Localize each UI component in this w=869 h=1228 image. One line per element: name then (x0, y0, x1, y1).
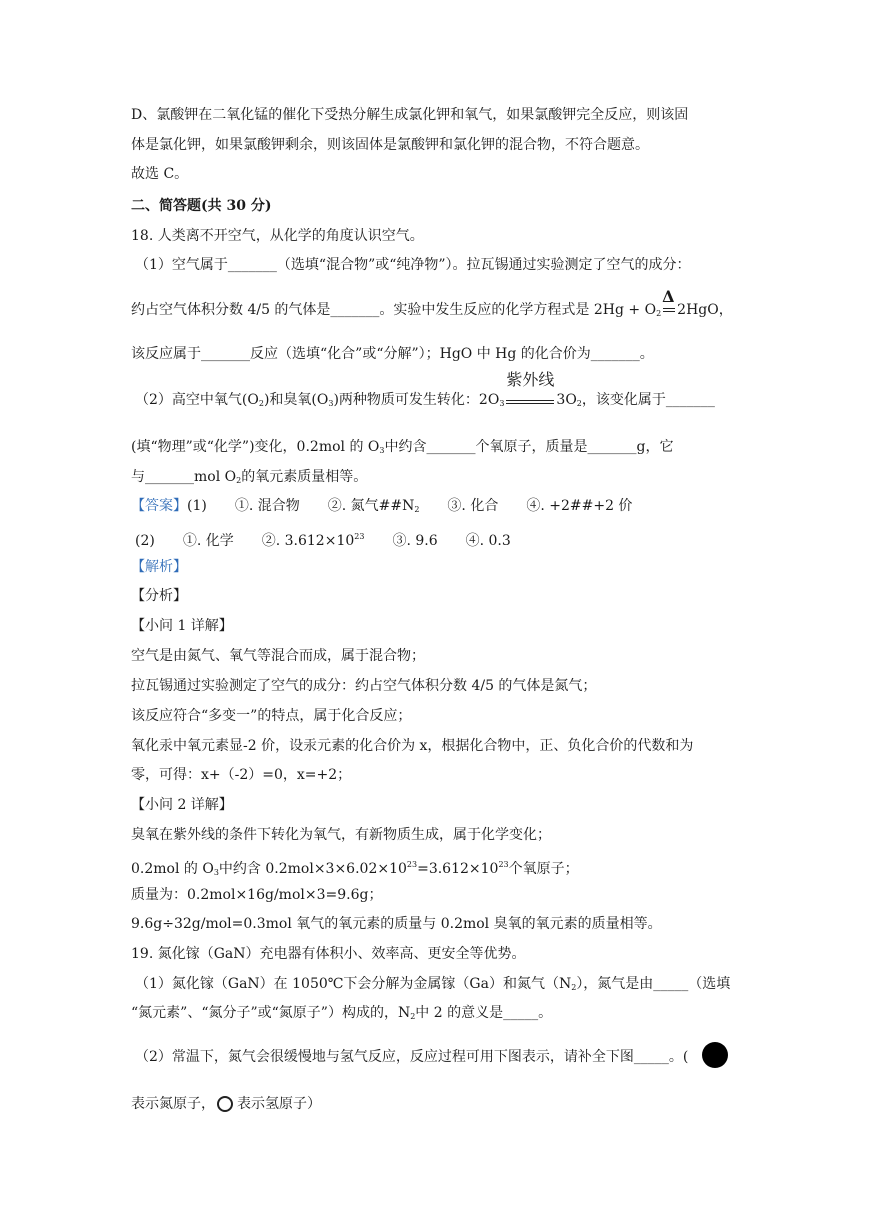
superscript: 23 (498, 860, 509, 869)
text: (2) ①. 化学 ②. 3.612×10 (135, 533, 355, 549)
text: （2）高空中氧气(O (135, 392, 259, 408)
text: )和臭氧(O (263, 392, 329, 408)
question-18-part1: （1）空气属于_______（选填“混合物”或“纯净物”）。拉瓦锡通过实验测定了空气的成分： (135, 257, 691, 273)
question-19-part2: （2）常温下，氮气会很缓慢地与氢气反应，反应过程可用下图表示，请补全下图_____。( (135, 1049, 689, 1065)
conversion-arrow (504, 370, 556, 410)
sub-question-heading: 【小问 1 详解】 (131, 618, 233, 634)
subscript: 2 (258, 399, 264, 408)
subscript: 2 (576, 399, 582, 408)
text-line (131, 437, 673, 461)
nitrogen-atom-icon (702, 1042, 728, 1068)
heat-symbol: Δ (662, 287, 675, 306)
text: 与_______mol O (131, 469, 237, 485)
text: （1）氮化镓（GaN）在 1050℃下会分解为金属镓（Ga）和氮气（N (135, 976, 572, 992)
text: ③. 9.6 ④. 0.3 (364, 533, 511, 549)
section-heading: 二、简答题(共 30 分) (131, 198, 272, 214)
subscript: 3 (499, 399, 505, 408)
analysis-tag: 【解析】 (131, 559, 187, 575)
text: 3O (556, 392, 577, 408)
subscript: 2 (571, 983, 577, 992)
answer-tag: 【答案】 (131, 498, 187, 514)
text: ，该变化属于_______ (581, 392, 715, 408)
subscript: 2 (236, 476, 242, 485)
question-18-part2 (135, 370, 715, 414)
explanation-line: 9.6g÷32g/mol=0.3mol 氧气的氧元素的质量与 0.2mol 臭氧的氧元素的质量相等。 (131, 916, 662, 932)
uv-condition: 紫外线 (506, 370, 555, 389)
subscript: 3 (213, 868, 219, 877)
subscript: 2 (656, 309, 662, 318)
answer-line-2 (135, 527, 511, 551)
equation-line (131, 287, 733, 324)
question-19-part1 (135, 974, 730, 998)
explanation-line: 零，可得：x+（-2）=0，x=+2； (131, 767, 352, 783)
text-line (131, 467, 367, 491)
explanation-line: 该反应符合“多变一”的特点，属于化合反应； (131, 708, 412, 724)
text-line: D、氯酸钾在二氧化锰的催化下受热分解生成氯化钾和氧气，如果氯酸钾完全反应，则该固 (131, 107, 689, 123)
question-19: 19. 氮化镓（GaN）充电器有体积小、效率高、更安全等优势。 (131, 946, 526, 962)
subscript: 2 (410, 1012, 416, 1021)
text: ），氮气是由_____（选填 (576, 976, 731, 992)
explanation-line: 臭氧在紫外线的条件下转化为氧气，有新物质生成，属于化学变化； (131, 827, 551, 843)
text: (1) ①. 混合物 ②. 氮气##N (187, 498, 415, 514)
explanation-line (131, 855, 579, 883)
text-line: 故选 C。 (131, 166, 189, 182)
text: )两种物质可发生转化：2O (333, 392, 500, 408)
text: 中约含 0.2mol×3×6.02×10 (218, 861, 407, 877)
sub-question-heading: 【小问 2 详解】 (131, 797, 233, 813)
explanation-line: 氧化汞中氧元素显-2 价，设汞元素的化合价为 x，根据化合物中，正、负化合价的代数和为 (131, 738, 694, 754)
text: 表示氮原子， (131, 1096, 215, 1112)
answer-line-1 (131, 496, 632, 520)
hydrogen-atom-icon (215, 1095, 237, 1113)
text: 2HgO， (677, 302, 733, 318)
subscript: 3 (328, 399, 334, 408)
text: 表示氢原子） (237, 1096, 321, 1112)
subscript: 3 (379, 446, 385, 455)
text: =3.612×10 (417, 861, 499, 877)
text-line: 体是氯化钾，如果氯酸钾剩余，则该固体是氯酸钾和氯化钾的混合物，不符合题意。 (131, 137, 649, 153)
equal-sign (661, 287, 677, 320)
legend-line (131, 1094, 321, 1114)
text: 的氧元素质量相等。 (241, 469, 368, 485)
superscript: 23 (354, 532, 365, 541)
text: ③. 化合 ④. +2##+2 价 (419, 498, 633, 514)
text: (填“物理”或“化学”)变化，0.2mol 的 O (131, 439, 380, 455)
explanation-line: 拉瓦锡通过实验测定了空气的成分：约占空气体积分数 4/5 的气体是氮气； (131, 678, 597, 694)
text: 中 2 的意义是_____。 (415, 1005, 553, 1021)
text: 0.2mol 的 O (131, 861, 214, 877)
text: 中约含_______个氧原子，质量是_______g，它 (384, 439, 674, 455)
analysis-heading: 【分析】 (131, 588, 187, 604)
text: “氮元素”、“氮分子”或“氮原子”）构成的，N (131, 1005, 411, 1021)
text-line (131, 1003, 552, 1027)
question-18: 18. 人类离不开空气，从化学的角度认识空气。 (131, 228, 424, 244)
text-line: 该反应属于_______反应（选填“化合”或“分解”）；HgO 中 Hg 的化合价为_______。 (131, 346, 654, 362)
subscript: 2 (414, 505, 420, 514)
text: 约占空气体积分数 4/5 的气体是_______。实验中发生反应的化学方程式是 2Hg + O (131, 302, 657, 318)
explanation-line: 空气是由氮气、氧气等混合而成，属于混合物； (131, 648, 425, 664)
text: 个氧原子； (508, 861, 579, 877)
explanation-line: 质量为：0.2mol×16g/mol×3=9.6g； (131, 887, 383, 903)
superscript: 23 (406, 860, 418, 869)
